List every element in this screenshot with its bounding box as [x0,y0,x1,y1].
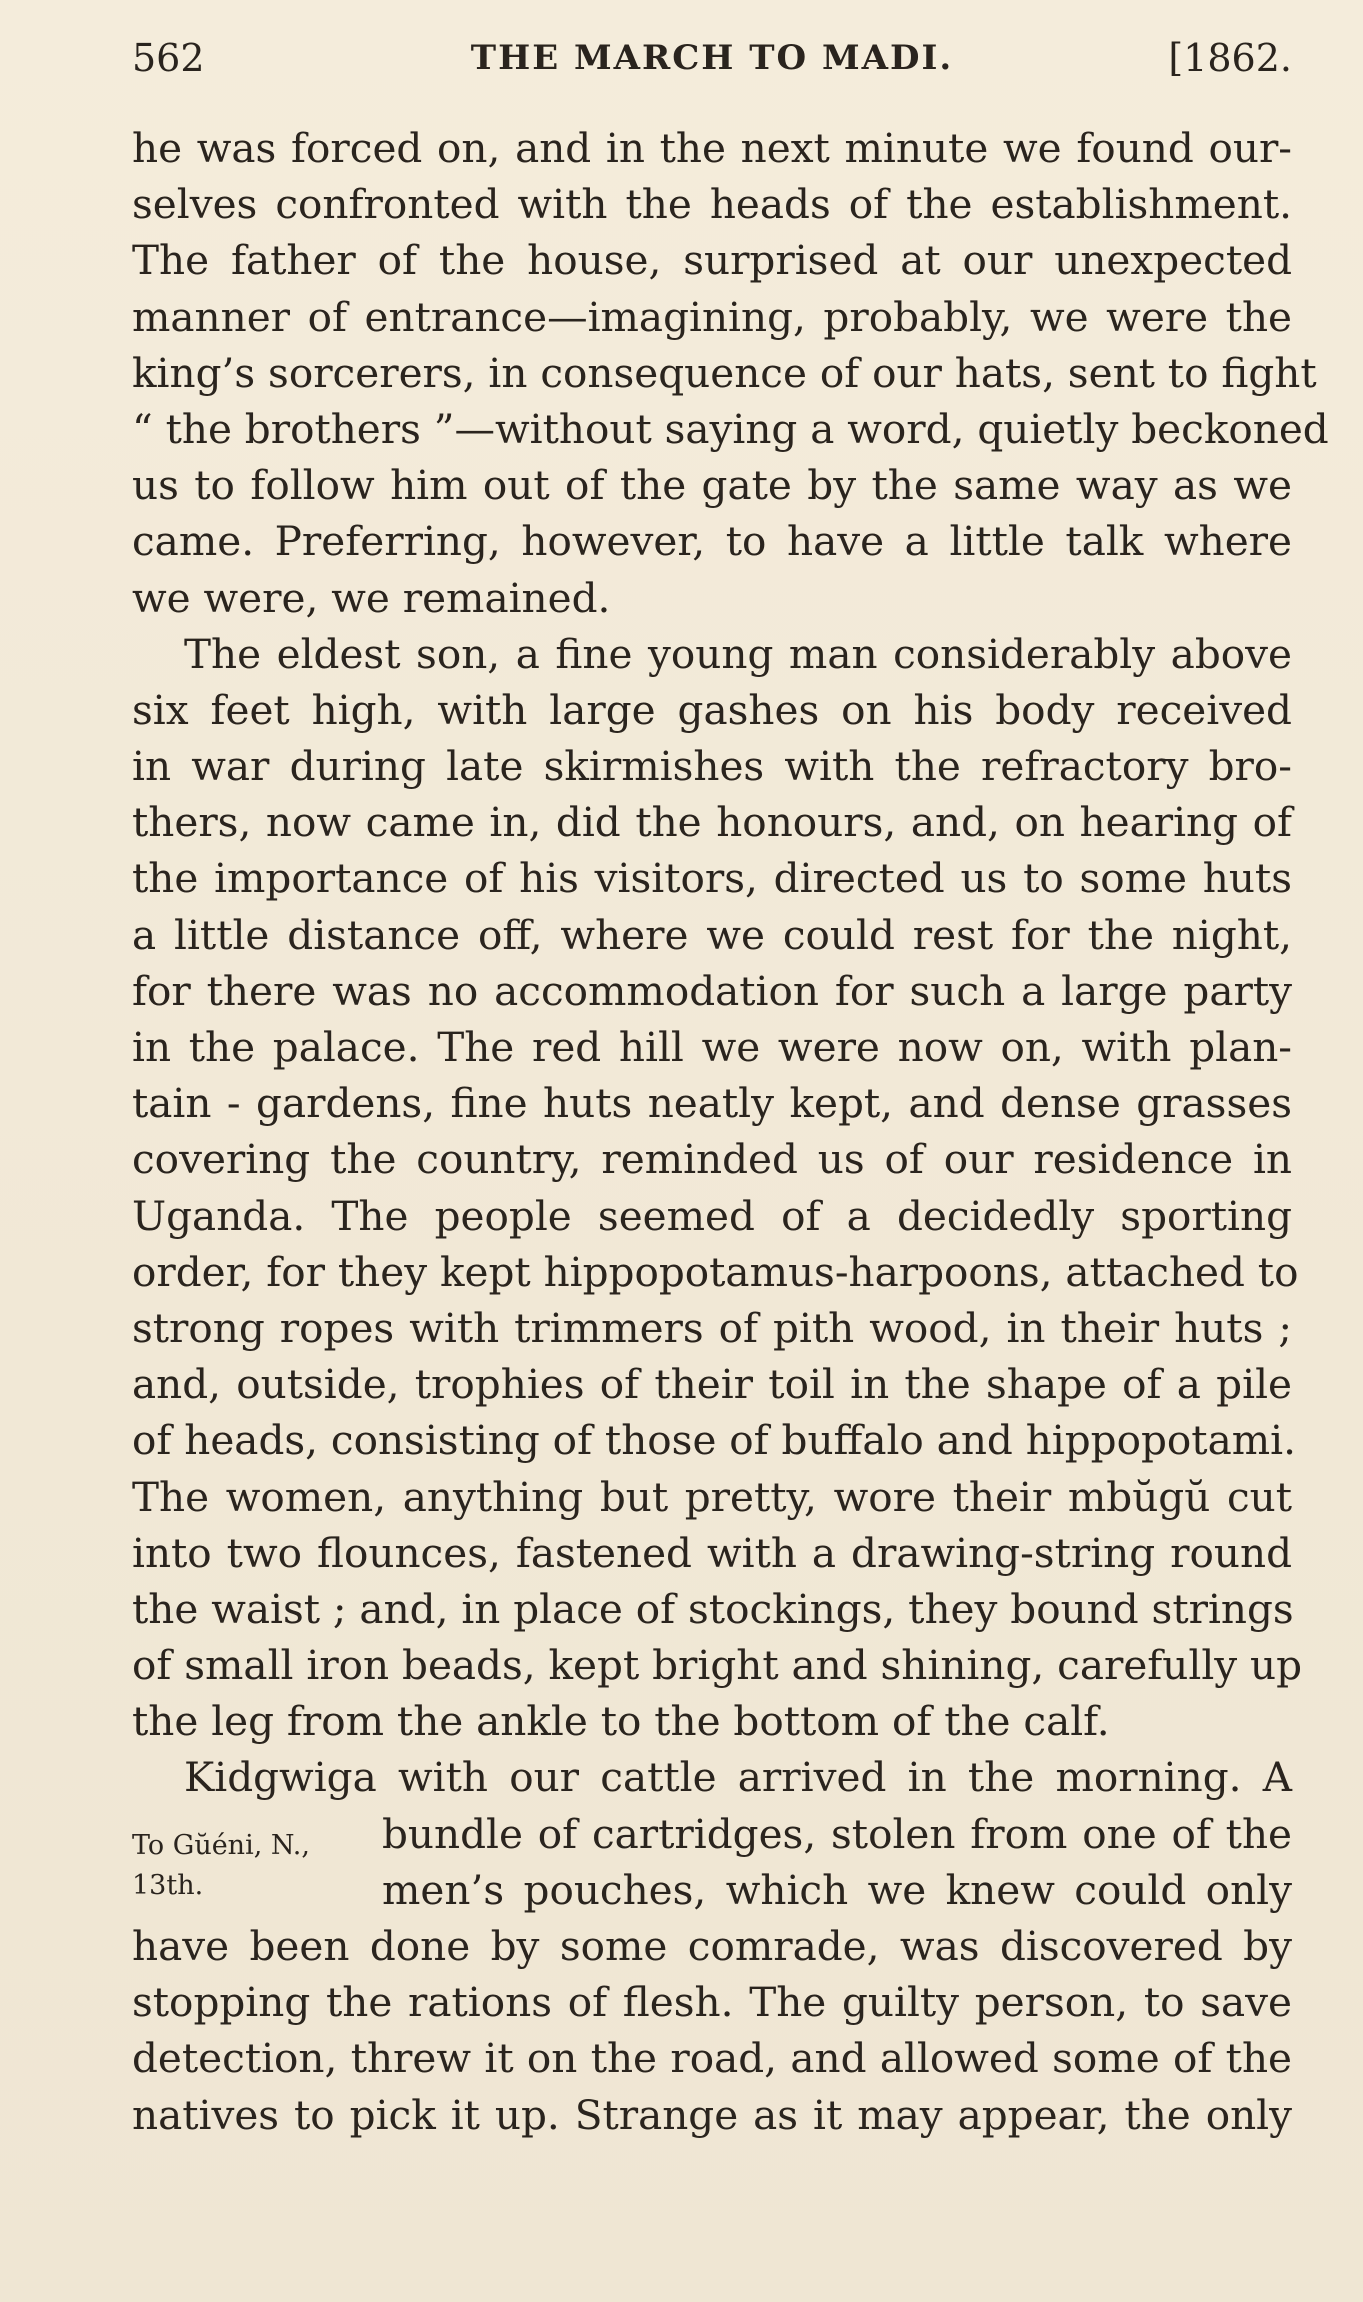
text-line: in the palace. The red hill we were now on, with plan- [132,1023,1292,1071]
text-line: and, outside, trophies of their toil in the shape of a pile [132,1360,1292,1409]
running-title: THE MARCH TO MADI. [470,38,954,78]
text-line: he was forced on, and in the next minute we found our- [132,124,1292,172]
running-year: [1862. [1168,36,1292,80]
text-line: manner of entrance—imagining, probably, we were the [132,292,1292,341]
text-line: The women, anything but pretty, wore their mbŭgŭ cut [132,1472,1292,1521]
text-line: bundle of cartridges, stolen from one of the [382,1809,1292,1858]
text-line: Uganda. The people seemed of a decidedly sporting [132,1191,1292,1240]
margin-note-line: 13th. [132,1870,204,1901]
text-line: The eldest son, a fine young man considerably above [184,629,1292,678]
text-line: The father of the house, surprised at our unexpected [132,236,1292,285]
text-line: came. Preferring, however, to have a little talk where [132,517,1292,566]
text-line: in war during late skirmishes with the refractory bro- [132,742,1292,791]
text-line: selves confronted with the heads of the establishment. [132,180,1292,229]
text-line: “ the brothers ”—without saying a word, quietly beckoned [132,404,1329,453]
text-line: natives to pick it up. Strange as it may appear, the only [132,2090,1292,2139]
text-line: thers, now came in, did the honours, and, on hearing of [132,798,1292,847]
text-line: strong ropes with trimmers of pith wood, in their huts ; [132,1303,1292,1352]
text-line: for there was no accommodation for such a large party [132,966,1292,1015]
text-line: detection, threw it on the road, and allowed some of the [132,2034,1292,2083]
page-header [132,28,1292,88]
text-line: six feet high, with large gashes on his body received [132,685,1292,734]
text-line: we were, we remained. [132,573,611,622]
text-line: king’s sorcerers, in consequence of our hats, sent to fight [132,348,1317,397]
text-line: the leg from the ankle to the bottom of the calf. [132,1697,1110,1746]
text-line: the waist ; and, in place of stockings, they bound strings [132,1584,1294,1633]
text-line: into two flounces, fastened with a drawing-string round [132,1528,1292,1577]
text-line: a little distance off, where we could rest for the night, [132,910,1292,959]
text-line: of small iron beads, kept bright and shining, carefully up [132,1641,1303,1690]
text-line: stopping the rations of flesh. The guilty person, to save [132,1978,1292,2027]
text-line: men’s pouches, which we knew could only [382,1865,1292,1914]
text-line: Kidgwiga with our cattle arrived in the morning. A [184,1753,1292,1802]
text-line: covering the country, reminded us of our residence in [132,1135,1292,1184]
text-line: tain - gardens, fine huts neatly kept, and dense grasses [132,1079,1292,1128]
text-line: us to follow him out of the gate by the same way as we [132,461,1292,510]
text-line: of heads, consisting of those of buffalo and hippopotami. [132,1416,1296,1465]
text-line: the importance of his visitors, directed us to some huts [132,854,1292,903]
margin-note [132,1826,310,1906]
text-line: order, for they kept hippopotamus-harpoons, attached to [132,1247,1299,1296]
text-line: have been done by some comrade, was discovered by [132,1922,1292,1970]
page-number: 562 [132,36,205,80]
margin-note-line: To Gŭéni, N., [132,1830,310,1861]
